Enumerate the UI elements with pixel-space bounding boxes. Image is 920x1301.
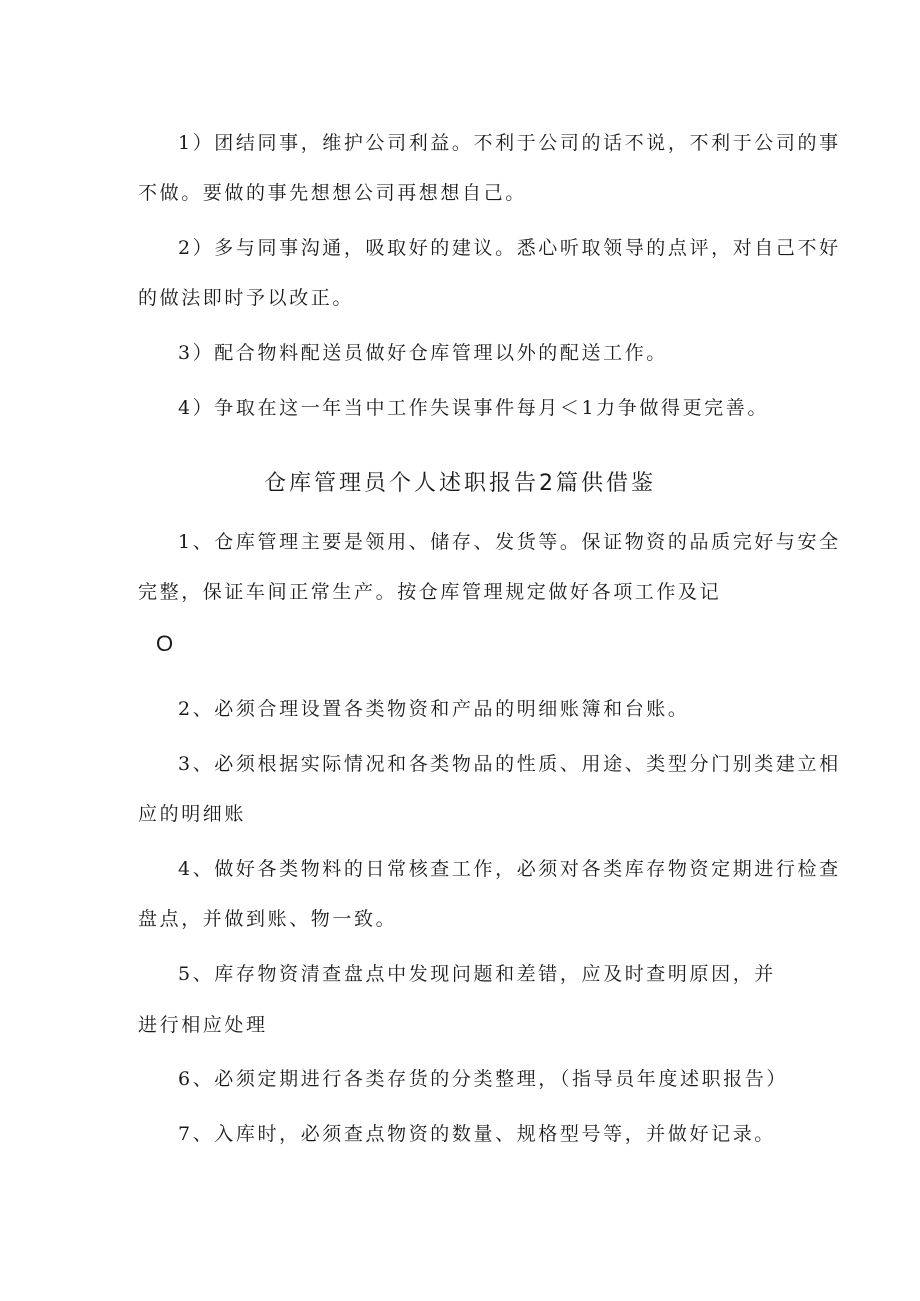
duty-item-3: 3、必须根据实际情况和各类物品的性质、用途、类型分门别类建立相 bbox=[178, 753, 841, 775]
paragraph-item-2-continuation: 的做法即时予以改正。 bbox=[138, 287, 355, 309]
duty-item-4: 4、做好各类物料的日常核查工作，必须对各类库存物资定期进行检查 bbox=[178, 858, 841, 880]
duty-item-5: 5、库存物资清查盘点中发现问题和差错，应及时查明原因，并 bbox=[178, 963, 776, 985]
duty-item-7: 7、入库时，必须查点物资的数量、规格型号等，并做好记录。 bbox=[178, 1123, 776, 1145]
duty-item-6: 6、必须定期进行各类存货的分类整理，（指导员年度述职报告） bbox=[178, 1068, 788, 1090]
section-title: 仓库管理员个人述职报告2篇供借鉴 bbox=[264, 471, 656, 496]
duty-item-3-continuation: 应的明细账 bbox=[138, 803, 247, 825]
paragraph-item-2: 2）多与同事沟通，吸取好的建议。悉心听取领导的点评，对自己不好 bbox=[178, 237, 841, 259]
duty-item-1-continuation: 完整，保证车间正常生产。按仓库管理规定做好各项工作及记 bbox=[138, 581, 722, 603]
paragraph-item-1-continuation: 不做。要做的事先想想公司再想想自己。 bbox=[138, 182, 527, 204]
paragraph-item-4: 4）争取在这一年当中工作失误事件每月＜1力争做得更完善。 bbox=[178, 397, 769, 419]
paragraph-item-3: 3）配合物料配送员做好仓库管理以外的配送工作。 bbox=[178, 342, 668, 364]
duty-item-5-continuation: 进行相应处理 bbox=[138, 1014, 268, 1036]
duty-item-2: 2、必须合理设置各类物资和产品的明细账簿和台账。 bbox=[178, 698, 690, 720]
duty-item-1: 1、仓库管理主要是领用、储存、发货等。保证物资的品质完好与安全 bbox=[178, 531, 841, 553]
duty-item-1-trailing-glyph: O bbox=[156, 631, 174, 656]
duty-item-4-continuation: 盘点，并做到账、物一致。 bbox=[138, 908, 398, 930]
paragraph-item-1: 1）团结同事，维护公司利益。不利于公司的话不说，不利于公司的事 bbox=[178, 132, 841, 154]
